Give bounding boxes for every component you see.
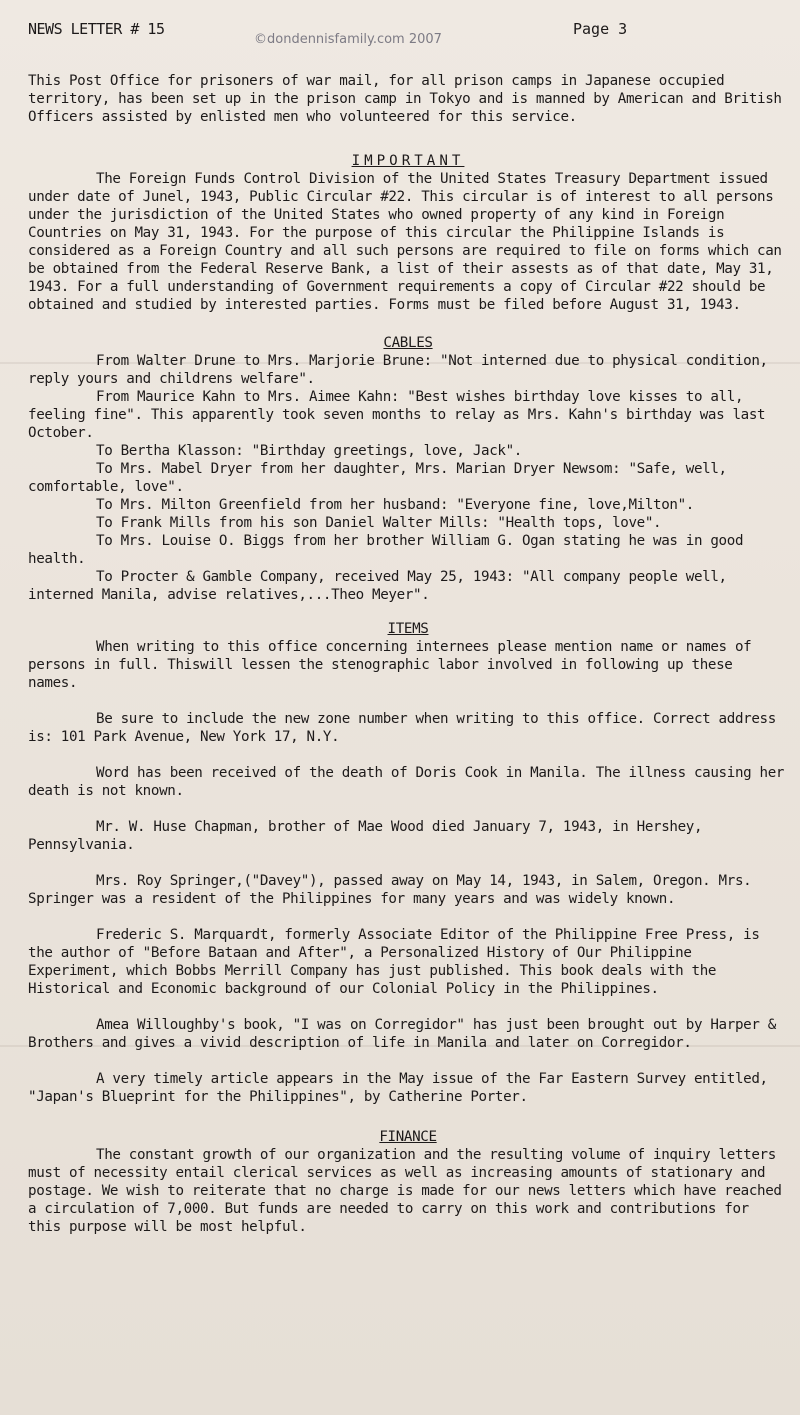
cable-item: From Walter Drune to Mrs. Marjorie Brune: "Not interned due to physical condition, reply yours and childrens welfare". [28,353,768,387]
section-heading-important: IMPORTANT [351,153,465,169]
cable-item: To Mrs. Louise O. Biggs from her brother William G. Ogan stating he was in good health. [28,533,744,567]
cable-item: To Procter & Gamble Company, received May 25, 1943: "All company people well, interned Manila, advise relatives,...Theo Meyer". [28,569,727,603]
page-number: Page 3 [573,20,628,38]
item-paragraph: Amea Willoughby's book, "I was on Corregidor" has just been brought out by Harper & Brothers and gives a vivid description of life in Manila and later on Corregidor. [28,1017,776,1051]
cable-item: To Mrs. Milton Greenfield from her husband: "Everyone fine, love,Milton". [96,497,694,513]
item-paragraph: When writing to this office concerning internees please mention name or names of persons in full. Thiswill lessen the stenographic labor involved in following up these names. [28,639,752,691]
item-paragraph: Mr. W. Huse Chapman, brother of Mae Wood died January 7, 1943, in Hershey, Pennsylvania. [28,819,703,853]
item-paragraph: Mrs. Roy Springer,("Davey"), passed away on May 14, 1943, in Salem, Oregon. Mrs. Springer was a resident of the Philippines for many years and was widely known. [28,873,752,907]
cable-item: To Mrs. Mabel Dryer from her daughter, Mrs. Marian Dryer Newsom: "Safe, well, comfortable, love". [28,461,727,495]
important-paragraph: The Foreign Funds Control Division of the United States Treasury Department issued under date of Junel, 1943, Public Circular #22. This circular is of interest to all persons under the jurisdiction of the United States who owned property of any kind in Foreign Countries on May 31, 1943. For the purpose of this circular the Philippine Islands is considered as a Foreign Country and all such persons are required to file on forms which can be obtained from the Federal Reserve Bank, a list of their assests as of that date, May 31, 1943. For a full understanding of Government requirements a copy of Circular #22 should be obtained and studied by interested parties. Forms must be filed before August 31, 1943. [28,171,782,313]
newsletter-number: NEWS LETTER # 15 [28,20,165,38]
newsletter-body [28,72,788,1236]
section-heading-items: ITEMS [387,621,429,637]
cable-item: To Bertha Klasson: "Birthday greetings, love, Jack". [96,443,522,459]
cable-item: To Frank Mills from his son Daniel Walter Mills: "Health tops, love". [96,515,662,531]
finance-paragraph: The constant growth of our organization and the resulting volume of inquiry letters must of necessity entail clerical services as well as increasing amounts of stationary and postage. We wish to reiterate that no charge is made for our news letters which have reached a circulation of 7,000. But funds are needed to carry on this work and contributions for this purpose will be most helpful. [28,1147,782,1235]
page-header [28,20,760,47]
item-paragraph: Frederic S. Marquardt, formerly Associate Editor of the Philippine Free Press, is the author of "Before Bataan and After", a Personalized History of Our Philippine Experiment, which Bobbs Merrill Company has just published. This book deals with the Historical and Economic background of our Colonial Policy in the Philippines. [28,927,760,997]
item-paragraph: Be sure to include the new zone number when writing to this office. Correct address is: 101 Park Avenue, New York 17, N.Y. [28,711,776,745]
section-heading-finance: FINANCE [379,1129,437,1145]
cable-item: From Maurice Kahn to Mrs. Aimee Kahn: "Best wishes birthday love kisses to all, feeling fine". This apparently took seven months to relay as Mrs. Kahn's birthday was last October. [28,389,766,441]
intro-paragraph: This Post Office for prisoners of war mail, for all prison camps in Japanese occupied territory, has been set up in the prison camp in Tokyo and is manned by American and British Officers assisted by enlisted men who volunteered for this service. [28,73,782,125]
section-heading-cables: CABLES [383,335,433,351]
item-paragraph: A very timely article appears in the May issue of the Far Eastern Survey entitled, "Japan's Blueprint for the Philippines", by Catherine Porter. [28,1071,768,1105]
copyright-watermark: ©dondennisfamily.com 2007 [254,32,442,47]
item-paragraph: Word has been received of the death of Doris Cook in Manila. The illness causing her death is not known. [28,765,785,799]
